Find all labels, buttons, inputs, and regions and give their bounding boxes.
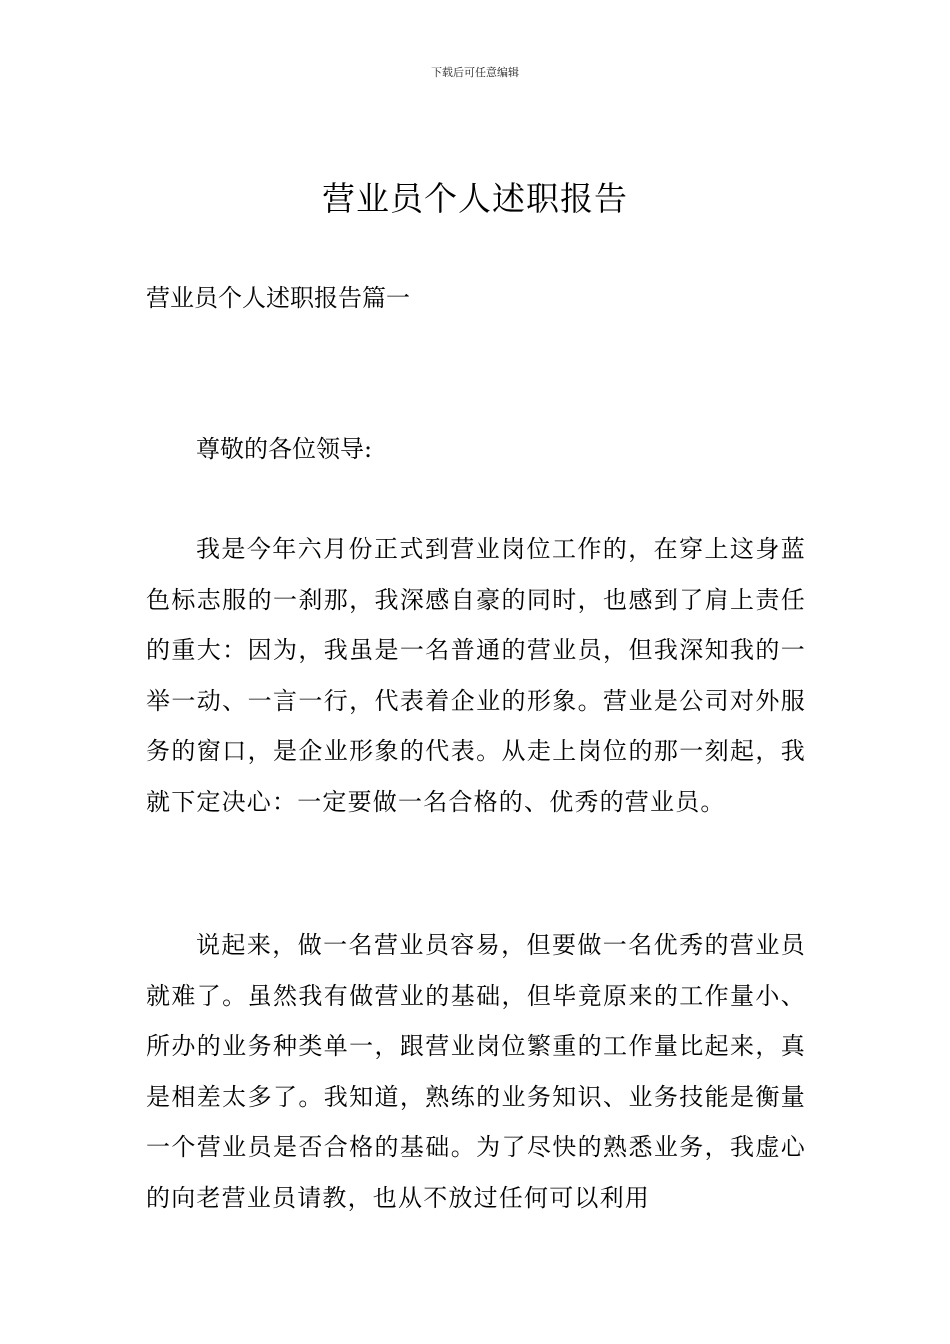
document-subtitle: 营业员个人述职报告篇一: [146, 284, 410, 312]
document-title: 营业员个人述职报告: [322, 179, 628, 218]
body-paragraph: 说起来，做一名营业员容易，但要做一名优秀的营业员就难了。虽然我有做营业的基础，但毕竟原来的工作量小、所办的业务种类单一，跟营业岗位繁重的工作量比起来，真是相差太多了。我知道，熟练的业务知识、业务技能是衡量一个营业员是否合格的基础。为了尽快的熟悉业务，我虚心的向老营业员请教，也从不放过任何可以利用: [146, 931, 806, 1212]
salutation: 尊敬的各位领导:: [196, 435, 373, 463]
body-paragraph: 我是今年六月份正式到营业岗位工作的，在穿上这身蓝色标志服的一刹那，我深感自豪的同时，也感到了肩上责任的重大：因为，我虽是一名普通的营业员，但我深知我的一举一动、一言一行，代表着企业的形象。营业是公司对外服务的窗口，是企业形象的代表。从走上岗位的那一刻起，我就下定决心：一定要做一名合格的、优秀的营业员。: [146, 535, 806, 816]
header-note: 下载后可任意编辑: [431, 66, 519, 79]
